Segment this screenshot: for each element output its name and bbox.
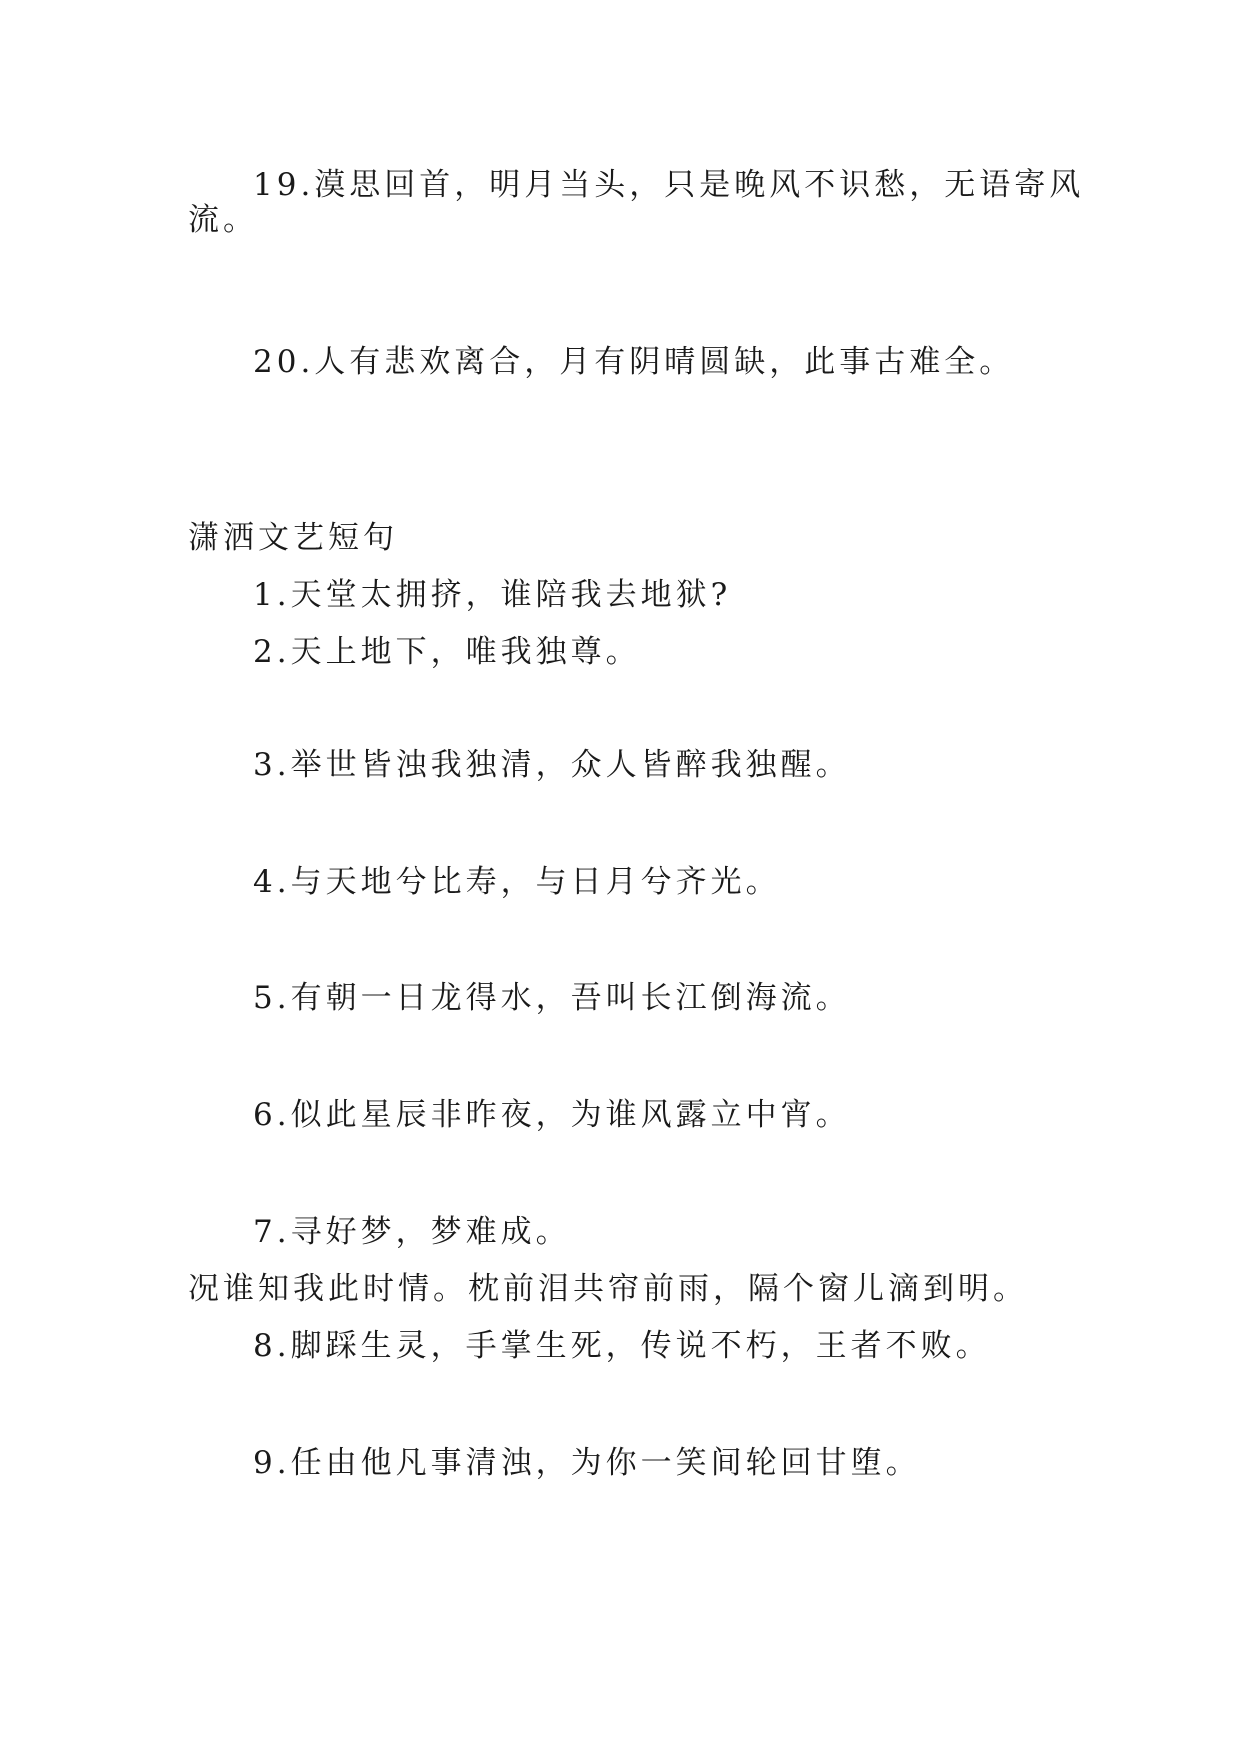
section-title: 潇洒文艺短句 xyxy=(188,520,398,556)
item-4: 4.与天地兮比寿，与日月兮齐光。 xyxy=(253,864,781,900)
item-1: 1.天堂太拥挤，谁陪我去地狱? xyxy=(253,577,732,613)
item-6: 6.似此星辰非昨夜，为谁风露立中宵。 xyxy=(253,1097,851,1133)
item-19-line-1: 19.漠思回首，明月当头，只是晚风不识愁，无语寄风 xyxy=(253,167,1085,203)
item-7-continuation: 况谁知我此时情。枕前泪共帘前雨，隔个窗儿滴到明。 xyxy=(188,1271,1028,1307)
item-2: 2.天上地下，唯我独尊。 xyxy=(253,634,641,670)
item-8: 8.脚踩生灵，手掌生死，传说不朽，王者不败。 xyxy=(253,1328,991,1364)
item-7: 7.寻好梦，梦难成。 xyxy=(253,1214,571,1250)
item-19-line-2: 流。 xyxy=(188,202,258,238)
item-5: 5.有朝一日龙得水，吾叫长江倒海流。 xyxy=(253,980,851,1016)
item-20: 20.人有悲欢离合，月有阴晴圆缺，此事古难全。 xyxy=(253,344,1015,380)
item-3: 3.举世皆浊我独清，众人皆醉我独醒。 xyxy=(253,747,851,783)
item-9: 9.任由他凡事清浊，为你一笑间轮回甘堕。 xyxy=(253,1445,921,1481)
